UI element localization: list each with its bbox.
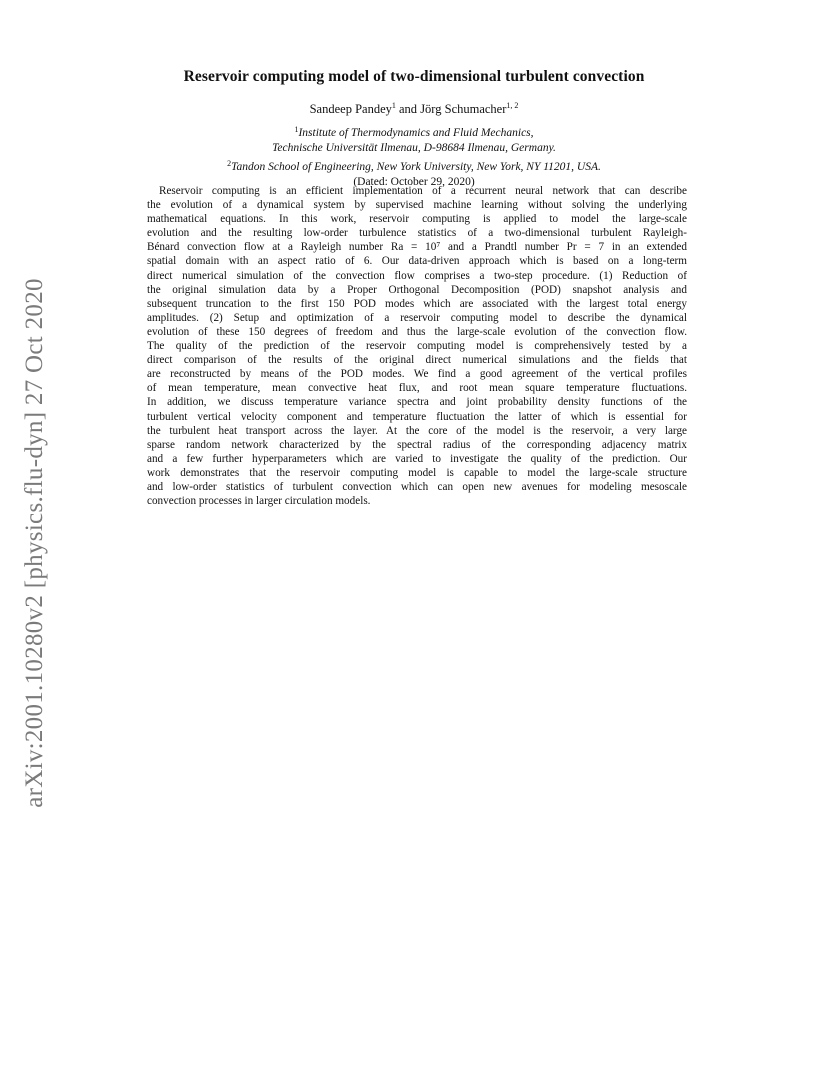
abstract-line: direct comparison of the results of the original direct numerical simulations and the fields that <box>147 354 687 367</box>
abstract-line: and a few further hyperparameters which are varied to investigate the quality of the prediction. Our <box>147 452 687 465</box>
abstract-line: the evolution of a dynamical system by supervised machine learning without solving the underlying <box>147 199 687 212</box>
paper-title: Reservoir computing model of two-dimensional turbulent convection <box>183 68 645 85</box>
abstract-line: sparse random network characterized by the spectral radius of the corresponding adjacency matrix <box>147 438 687 451</box>
abstract-line: and low-order statistics of turbulent convection which can open new avenues for modeling mesoscale <box>147 480 687 493</box>
affiliation-1-name: Institute of Thermodynamics and Fluid Mechanics, <box>298 127 534 139</box>
author-2-affil-marker: 1, 2 <box>506 101 519 110</box>
affiliation-1-marker: 1 <box>294 125 299 134</box>
abstract-line: the turbulent heat transport across the layer. At the core of the model is the reservoir, a very large <box>147 424 687 437</box>
author-1-affil-marker: 1 <box>391 101 396 110</box>
abstract-line: Bénard convection flow at a Rayleigh number Ra = 10⁷ and a Prandtl number Pr = 7 in an extended <box>147 241 687 254</box>
abstract <box>147 184 687 508</box>
author-name-2: Jörg Schumacher <box>420 102 507 116</box>
abstract-line: amplitudes. (2) Setup and optimization of a reservoir computing model to describe the dynamical <box>147 311 687 324</box>
abstract-line: work demonstrates that the reservoir computing model is capable to model the large-scale structure <box>147 466 687 479</box>
abstract-line: Reservoir computing is an efficient implementation of a recurrent neural network that can describe <box>159 185 687 197</box>
author-name-1: Sandeep Pandey <box>309 102 392 116</box>
affiliation-1-line-2: Technische Universität Ilmenau, D-98684 Ilmenau, Germany. <box>272 142 556 154</box>
affiliations-block <box>0 122 828 190</box>
abstract-line: mathematical equations. In this work, reservoir computing is applied to model the large-scale <box>147 213 687 226</box>
affiliation-2-marker: 2 <box>227 159 232 168</box>
abstract-line: direct numerical simulation of the convection flow comprises a two-step procedure. (1) Reduction of <box>147 269 687 282</box>
arxiv-identifier-text: arXiv:2001.10280v2 [physics.flu-dyn] 27 Oct 2020 <box>21 278 49 808</box>
abstract-line: evolution of these 150 degrees of freedom and thus the large-scale evolution of the convection flow. <box>147 325 687 338</box>
abstract-line: subsequent truncation to the first 150 POD modes which are associated with the largest total energy <box>147 297 687 310</box>
abstract-line: In addition, we discuss temperature variance spectra and joint probability density functions of the <box>147 396 687 409</box>
affiliation-1-line-1 <box>0 122 828 141</box>
affiliation-2-line <box>0 156 828 175</box>
abstract-line: turbulent vertical velocity component and temperature fluctuation the latter of which is essential for <box>147 410 687 423</box>
abstract-line: the original simulation data by a Proper Orthogonal Decomposition (POD) snapshot analysis and <box>147 283 687 296</box>
abstract-line: spatial domain with an aspect ratio of 6. Our data-driven approach which is based on a long-term <box>147 255 687 268</box>
affiliation-2-name: Tandon School of Engineering, New York University, New York, NY 11201, USA. <box>231 161 601 173</box>
author-line <box>0 101 828 117</box>
abstract-line: The quality of the prediction of the reservoir computing model is comprehensively tested by a <box>147 340 687 353</box>
abstract-line: of mean temperature, mean convective heat flux, and root mean square temperature fluctuations. <box>147 382 687 395</box>
author-conjunction: and <box>399 102 418 116</box>
abstract-line: are reconstructed by means of the POD modes. We find a good agreement of the vertical profiles <box>147 368 687 381</box>
abstract-line: convection processes in larger circulation models. <box>147 495 371 508</box>
abstract-line: evolution and the resulting low-order turbulence statistics of a two-dimensional turbulent Rayleigh- <box>147 227 687 240</box>
dated-line: (Dated: October 29, 2020) <box>353 176 475 188</box>
arxiv-identifier-stamp <box>15 253 55 833</box>
